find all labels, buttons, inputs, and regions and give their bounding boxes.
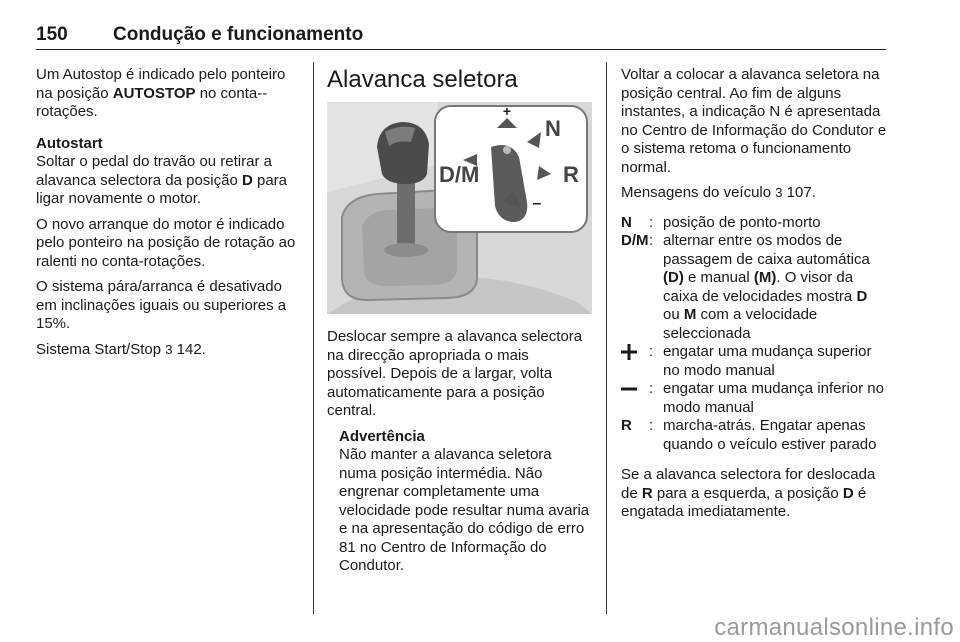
definition-list — [621, 214, 887, 455]
column-divider-2 — [606, 62, 607, 614]
warning-box — [339, 428, 592, 576]
def-value: engatar uma mudança inferior no modo manual — [663, 380, 884, 416]
section-title: Alavanca seletora — [327, 66, 518, 93]
column-3 — [621, 66, 887, 529]
def-value: marcha-atrás. Engatar apenas quando o veículo estiver parado — [663, 417, 877, 453]
def-row-r: R : marcha-atrás. Engatar apenas quando o veículo estiver parado — [621, 417, 887, 454]
selector-lever-figure — [327, 102, 592, 314]
watermark: carmanualsonline.info — [714, 614, 954, 641]
figure-label-dm: D/M — [439, 162, 480, 187]
figure-label-n: N — [545, 116, 561, 141]
page-ref-icon: 3 — [775, 185, 783, 200]
page-number: 150 — [36, 24, 68, 45]
figure-label-r: R — [563, 162, 579, 187]
def-value: posição de ponto-morto — [663, 213, 821, 231]
warning-title: Advertência — [339, 427, 425, 445]
lever-instruction: Deslocar sempre a alavanca selectora na direcção apropriada o mais possível. Depois de a largar, volta automaticamente para a posição central. — [327, 328, 583, 419]
autostart-heading: Autostart — [36, 134, 103, 152]
def-value: engatar uma mudança superior no modo manual — [663, 343, 872, 379]
def-row-plus: : engatar uma mudança superior no modo manual — [621, 343, 887, 380]
autostop-paragraph: Um Autostop é indicado pelo ponteiro na posição AUTOSTOP no conta--rotações. — [36, 66, 286, 120]
def-value: alternar entre os modos de passagem de caixa automática (D) e manual (M). O visor da caixa de velocidades mostra D ou M com a velocidade seleccionada — [663, 232, 870, 342]
header-rule — [36, 49, 886, 50]
def-key: R — [621, 417, 632, 434]
column-2 — [327, 66, 592, 576]
reverse-shift-paragraph: Se a alavanca selectora for deslocada de R para a esquerda, a posição D é engatada imediatamente. — [621, 466, 876, 520]
restart-paragraph: O novo arranque do motor é indicado pelo ponteiro na posição de rotação ao ralenti no conta-rotações. — [36, 215, 296, 270]
return-lever-paragraph: Voltar a colocar a alavanca seletora na posição central. Ao fim de alguns instantes, a indicação N é apresentada no Centro de Informação do Condutor e o sistema retoma o funcionamento normal. — [621, 66, 887, 176]
warning-text: Não manter a alavanca seletora numa posição intermédia. Não engrenar completamente uma velocidade pode resultar numa avaria e na apresentação do código de erro 81 no Centro de Informação do Condutor. — [339, 446, 590, 574]
column-1 — [36, 66, 300, 366]
def-row-dm: D/M : alternar entre os modos de passagem de caixa automática (D) e manual (M). O visor da caixa de velocidades mostra D ou M com a velocidade seleccionada — [621, 232, 887, 343]
column-divider-1 — [313, 62, 314, 614]
plus-icon — [621, 344, 637, 360]
def-row-n: N : posição de ponto-morto — [621, 214, 887, 233]
page-ref-icon: 3 — [165, 341, 173, 357]
def-row-minus: : engatar uma mudança inferior no modo manual — [621, 380, 887, 417]
vehicle-messages-link[interactable]: Mensagens do veículo 3 107. — [621, 184, 816, 201]
minus-icon — [621, 381, 637, 397]
selector-lever-illustration — [327, 102, 592, 314]
chapter-title: Condução e funcionamento — [113, 24, 364, 45]
incline-paragraph: O sistema pára/arranca é desativado em inclinações iguais ou superiores a 15%. — [36, 278, 287, 332]
svg-text:+: + — [502, 103, 512, 119]
start-stop-link[interactable]: Sistema Start/Stop 3 142. — [36, 340, 206, 358]
def-key: N — [621, 213, 632, 231]
autostart-paragraph: Soltar o pedal do travão ou retirar a alavanca selectora da posição D para ligar novamente o motor. — [36, 153, 288, 207]
def-key: D/M — [621, 232, 649, 249]
svg-text:–: – — [532, 195, 542, 212]
